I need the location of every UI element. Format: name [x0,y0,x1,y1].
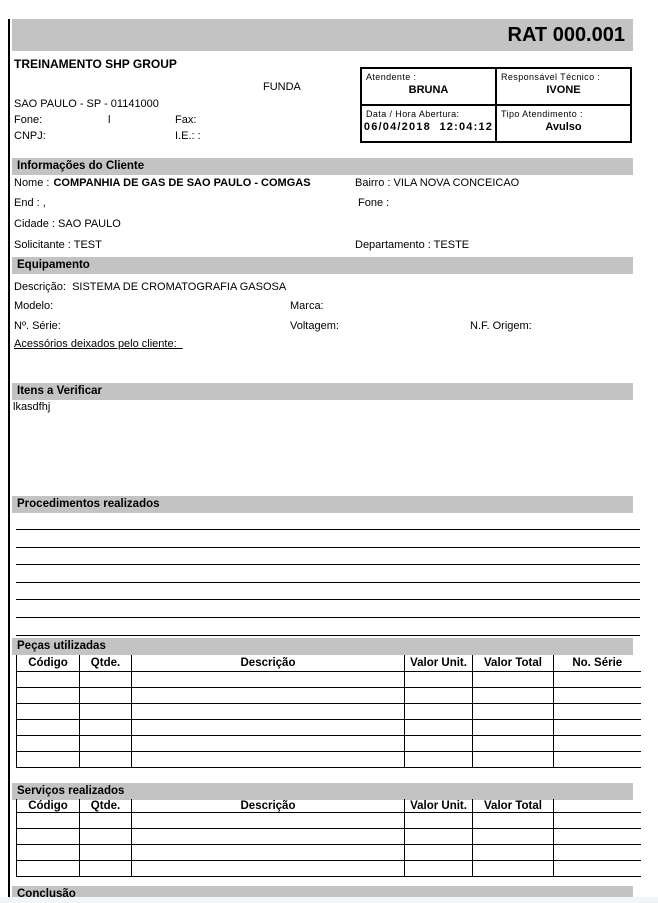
equipamento-marca: Marca: [290,300,324,312]
table-cell [554,752,641,768]
table-cell [405,736,473,752]
cliente-departamento: Departamento : TESTE [355,239,470,251]
table-cell [80,736,132,752]
table-row [17,861,641,877]
company-name: TREINAMENTO SHP GROUP [14,57,177,71]
table-cell [132,720,405,736]
cliente-end: End : , [14,197,46,209]
pecas-table [16,655,641,768]
table-cell [554,720,641,736]
table-cell [405,861,473,877]
table-cell [473,688,554,704]
table-header-cell: Valor Total [473,799,554,813]
info-box-row [361,68,631,105]
table-cell [473,752,554,768]
table-cell [17,688,80,704]
equipamento-modelo: Modelo: [14,300,54,312]
table-cell [80,672,132,688]
table-cell [132,704,405,720]
table-cell [473,672,554,688]
table-row [17,704,641,720]
tipo-atendimento-label: Tipo Atendimento : [501,109,583,119]
table-cell [554,845,641,861]
section-bar-pecas: Peças utilizadas [12,638,633,655]
table-cell [17,845,80,861]
section-bar-cliente: Informações do Cliente [12,158,633,175]
table-cell [132,672,405,688]
equipamento-descricao: Descrição: SISTEMA DE CROMATOGRAFIA GASOSA [14,281,287,293]
page-left-border [8,19,10,897]
tipo-atendimento-value: Avulso [545,121,582,133]
attendance-info-box [360,67,632,143]
ruled-line [16,529,640,530]
responsavel-label: Responsável Técnico : [501,72,601,82]
table-cell [17,752,80,768]
company-address: FUNDA [263,81,301,93]
table-cell [17,829,80,845]
table-cell [132,813,405,829]
company-ie-label: I.E.: : [175,130,201,142]
table-cell [17,704,80,720]
atendente-label: Atendente : [366,72,417,82]
table-row [17,688,641,704]
table-row [17,752,641,768]
table-cell [554,704,641,720]
ruled-line [16,582,640,583]
company-fone-value: l [108,114,111,126]
section-bar-conclusao: Conclusão [12,886,633,897]
section-bar-servicos: Serviços realizados [12,783,633,800]
table-cell [405,720,473,736]
table-cell [17,861,80,877]
cliente-fone: Fone : [358,197,390,209]
page-title: RAT 000.001 [507,24,625,46]
equipamento-voltagem: Voltagem: [290,320,339,332]
tipo-atendimento-cell [496,105,631,142]
table-cell [554,736,641,752]
table-cell [17,720,80,736]
table-header-cell: Código [17,799,80,813]
table-header-cell: No. Série [554,655,641,672]
ruled-line [16,564,640,565]
equipamento-serie: Nº. Série: [14,320,61,332]
table-header-cell: Valor Total [473,655,554,672]
table-cell [473,704,554,720]
table-cell [80,704,132,720]
table-cell [405,672,473,688]
table-row [17,672,641,688]
table-cell [80,688,132,704]
table-cell [132,752,405,768]
table-row [17,720,641,736]
table-cell [132,829,405,845]
table-cell [17,736,80,752]
table-cell [554,672,641,688]
table-cell [405,704,473,720]
responsavel-value: IVONE [546,84,581,96]
table-row [17,736,641,752]
table-header-row [17,799,641,813]
table-cell [554,688,641,704]
table-cell [405,752,473,768]
table-header-cell: Descrição [132,799,405,813]
section-bar-equipamento: Equipamento [12,257,633,274]
ruled-line [16,635,640,636]
section-bar-procedimentos: Procedimentos realizados [12,496,633,513]
table-cell [80,813,132,829]
table-cell [473,720,554,736]
table-cell [17,672,80,688]
procedimentos-ruled-lines [16,529,640,639]
report-title-bar [12,19,633,51]
table-header-row [17,655,641,672]
abertura-cell [361,105,496,142]
table-cell [473,829,554,845]
responsavel-cell [496,68,631,105]
table-cell [554,813,641,829]
table-cell [132,688,405,704]
atendente-cell [361,68,496,105]
table-cell [80,845,132,861]
table-cell [405,829,473,845]
table-cell [473,736,554,752]
viewport-bottom-strip [0,897,658,903]
info-box-row [361,105,631,142]
atendente-value: BRUNA [408,84,449,96]
table-cell [405,688,473,704]
table-cell [80,752,132,768]
ruled-line [16,617,640,618]
table-header-cell: Qtde. [80,655,132,672]
table-cell [80,861,132,877]
table-cell [554,861,641,877]
company-city: SAO PAULO - SP - 01141000 [14,98,159,110]
cliente-nome-value: COMPANHIA DE GAS DE SAO PAULO - COMGAS [53,177,311,189]
table-cell [132,736,405,752]
cliente-cidade: Cidade : SAO PAULO [14,218,121,230]
table-header-cell: Descrição [132,655,405,672]
cliente-nome-label: Nome : [14,177,50,189]
table-cell [473,845,554,861]
company-fax-label: Fax: [175,114,197,126]
table-cell [554,829,641,845]
table-row [17,829,641,845]
table-header-cell: Qtde. [80,799,132,813]
table-row [17,845,641,861]
table-header-cell: Valor Unit. [405,799,473,813]
table-header-cell: Código [17,655,80,672]
company-cnpj-label: CNPJ: [14,130,46,142]
equipamento-nf-origem: N.F. Origem: [470,320,532,332]
table-cell [132,845,405,861]
table-cell [80,720,132,736]
abertura-label: Data / Hora Abertura: [366,109,460,119]
section-bar-itens: Itens a Verificar [12,383,633,400]
table-cell [17,813,80,829]
table-cell [405,813,473,829]
company-fone-label: Fone: [14,114,43,126]
cliente-solicitante: Solicitante : TEST [14,239,102,251]
table-header-cell: Valor Unit. [405,655,473,672]
table-cell [473,813,554,829]
ruled-line [16,547,640,548]
abertura-value: 06/04/2018 12:04:12 [363,121,494,133]
itens-content: lkasdfhj [13,401,51,413]
table-header-cell [554,799,641,813]
cliente-bairro: Bairro : VILA NOVA CONCEICAO [355,177,520,189]
ruled-line [16,599,640,600]
table-cell [405,845,473,861]
table-cell [80,829,132,845]
cliente-nome [14,177,311,189]
table-row [17,813,641,829]
table-cell [132,861,405,877]
table-cell [473,861,554,877]
servicos-table [16,799,641,877]
equipamento-acessorios: Acessórios deixados pelo cliente: [14,338,183,350]
